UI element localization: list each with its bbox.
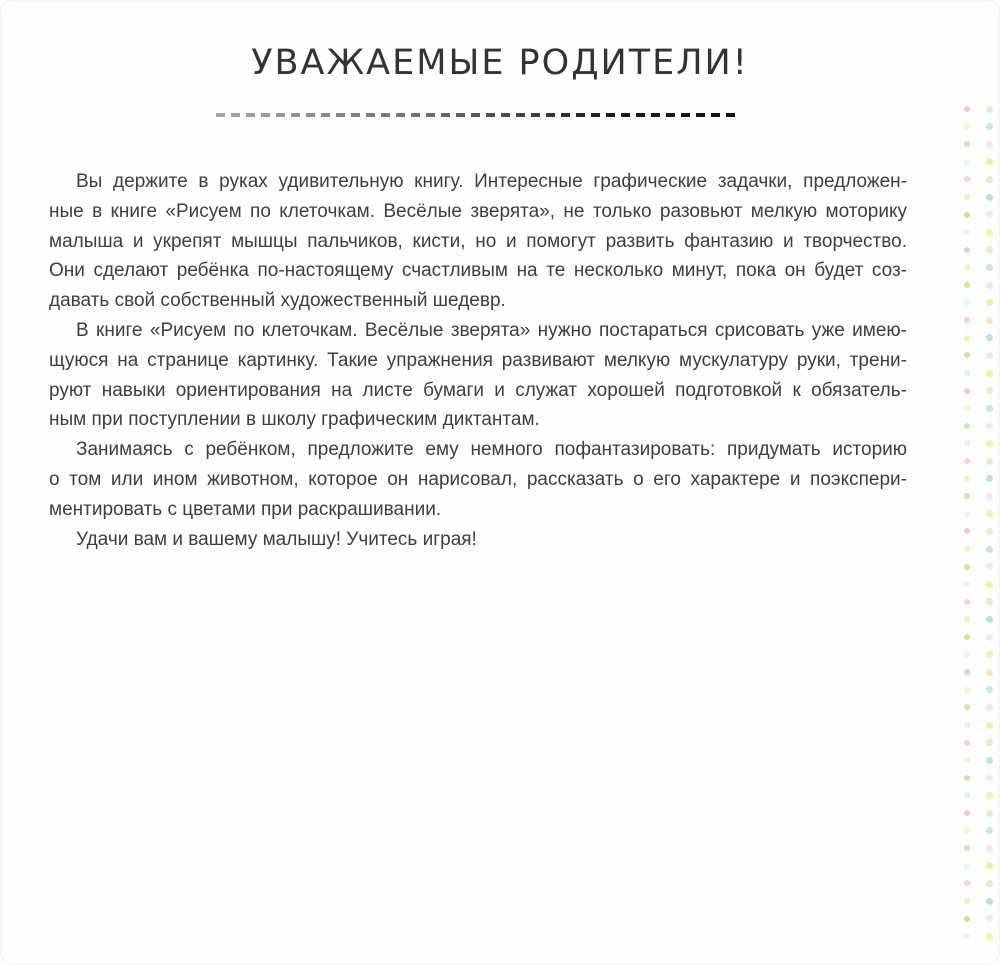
- polka-dot: [986, 123, 993, 130]
- polka-dot: [986, 563, 993, 570]
- text-line: щуюся на странице картинку. Такие упражнения развивают мелкую мускулатуру руки, трени-: [49, 349, 907, 371]
- polka-dot: [964, 176, 970, 182]
- polka-dot: [964, 511, 970, 517]
- polka-dot: [964, 581, 970, 587]
- text-line: давать свой собственный художественный шедевр.: [49, 290, 506, 312]
- polka-dot: [986, 704, 993, 711]
- polka-dot: [986, 898, 993, 905]
- polka-dot: [986, 757, 993, 764]
- text-line: ные в книге «Рисуем по клеточкам. Весёлые зверята», не только разовьют мелкую моторику: [49, 200, 907, 222]
- polka-dot: [964, 264, 970, 270]
- text-line: ным при поступлении в школу графическим диктантам.: [49, 409, 540, 431]
- polka-dot: [986, 158, 993, 165]
- polka-dot: [964, 880, 970, 886]
- text-line: о том или ином животном, которое он нарисовал, рассказать о его характере и поэкспери-: [49, 468, 907, 490]
- text-line: В книге «Рисуем по клеточкам. Весёлые зверята» нужно постараться срисовать уже имею-: [76, 319, 907, 341]
- polka-dot: [964, 440, 970, 446]
- polka-dot: [986, 686, 993, 693]
- polka-dot: [986, 282, 993, 289]
- polka-dot: [964, 828, 970, 834]
- intro-text-block: [49, 167, 907, 554]
- polka-dot: [964, 528, 970, 534]
- polka-dot: [986, 229, 993, 236]
- polka-dot: [964, 405, 970, 411]
- polka-dot: [986, 370, 993, 377]
- polka-dot: [986, 475, 993, 482]
- polka-dot: [986, 334, 993, 341]
- polka-dot: [986, 581, 993, 588]
- polka-dot: [964, 634, 970, 640]
- polka-dot: [964, 141, 970, 147]
- polka-dot: [964, 282, 970, 288]
- polka-dot: [986, 106, 993, 113]
- polka-dot: [964, 775, 970, 781]
- polka-dot: [986, 915, 993, 922]
- polka-dot: [986, 827, 993, 834]
- polka-dot: [964, 335, 970, 341]
- polka-dot: [964, 757, 970, 763]
- polka-dot: [964, 792, 970, 798]
- text-line: Удачи вам и вашему малышу! Учитесь играя!: [76, 528, 477, 550]
- polka-dot: [964, 493, 970, 499]
- polka-dot: [964, 652, 970, 658]
- polka-dot: [986, 634, 993, 641]
- text-line: Вы держите в руках удивительную книгу. Интересные графические задачки, предложен-: [76, 171, 907, 192]
- polka-dot: [964, 159, 970, 165]
- polka-dot: [986, 194, 993, 201]
- polka-dot: [986, 352, 993, 359]
- polka-dot: [986, 440, 993, 447]
- polka-dot: [986, 810, 993, 817]
- polka-dot: [986, 546, 993, 553]
- polka-dot: [964, 229, 970, 235]
- page-title: УВАЖАЕМЫЕ РОДИТЕЛИ!: [251, 43, 749, 83]
- polka-dot: [986, 528, 993, 535]
- polka-dot: [964, 546, 970, 552]
- polka-dot: [986, 669, 993, 676]
- polka-dot: [964, 845, 970, 851]
- polka-dot: [964, 916, 970, 922]
- polka-dot: [986, 845, 993, 852]
- polka-dot: [986, 598, 993, 605]
- polka-dot: [964, 124, 970, 130]
- polka-dot: [964, 247, 970, 253]
- polka-dot: [986, 933, 993, 940]
- polka-dot: [986, 722, 993, 729]
- polka-dot: [964, 476, 970, 482]
- polka-dot: [964, 863, 970, 869]
- text-line: Занимаясь с ребёнком, предложите ему немного пофантазировать: придумать историю: [76, 439, 907, 461]
- polka-dot: [986, 211, 993, 218]
- polka-dot: [964, 212, 970, 218]
- polka-dots-border: [949, 1, 999, 964]
- polka-dot: [986, 792, 993, 799]
- polka-dot: [964, 933, 970, 939]
- text-line: ментировать с цветами при раскрашивании.: [49, 498, 442, 520]
- polka-dot: [964, 194, 970, 200]
- polka-dot: [964, 352, 970, 358]
- polka-dot: [964, 616, 970, 622]
- polka-dot: [964, 704, 970, 710]
- polka-dot: [986, 862, 993, 869]
- polka-dot: [964, 810, 970, 816]
- dashed-divider: [216, 113, 738, 117]
- polka-dot: [986, 739, 993, 746]
- polka-dot: [986, 880, 993, 887]
- polka-dot: [986, 264, 993, 271]
- polka-dot: [986, 493, 993, 500]
- polka-dot: [986, 422, 993, 429]
- polka-dot: [964, 423, 970, 429]
- polka-dot: [986, 458, 993, 465]
- polka-dot: [964, 599, 970, 605]
- polka-dot: [964, 300, 970, 306]
- polka-dot: [964, 669, 970, 675]
- text-line: руют навыки ориентирования на листе бумаги и служат хорошей подготовкой к обязатель-: [49, 379, 907, 401]
- polka-dot: [986, 317, 993, 324]
- polka-dot: [986, 616, 993, 623]
- polka-dot: [986, 176, 993, 183]
- polka-dot: [986, 141, 993, 148]
- text-line: Они сделают ребёнка по-настоящему счастливым на те несколько минут, пока он будет соз-: [49, 260, 907, 282]
- polka-dot: [964, 564, 970, 570]
- polka-dot: [986, 510, 993, 517]
- polka-dot: [964, 722, 970, 728]
- polka-dot: [964, 458, 970, 464]
- polka-dot: [986, 387, 993, 394]
- polka-dot: [964, 388, 970, 394]
- polka-dot: [986, 246, 993, 253]
- polka-dot: [964, 106, 970, 112]
- polka-dot: [986, 651, 993, 658]
- polka-dot: [964, 740, 970, 746]
- text-line: малыша и укрепят мышцы пальчиков, кисти, но и помогут развить фантазию и творчество.: [49, 230, 907, 252]
- polka-dot: [986, 405, 993, 412]
- polka-dot: [964, 317, 970, 323]
- polka-dot: [964, 370, 970, 376]
- polka-dot: [986, 299, 993, 306]
- polka-dot: [986, 774, 993, 781]
- polka-dot: [964, 898, 970, 904]
- polka-dot: [964, 687, 970, 693]
